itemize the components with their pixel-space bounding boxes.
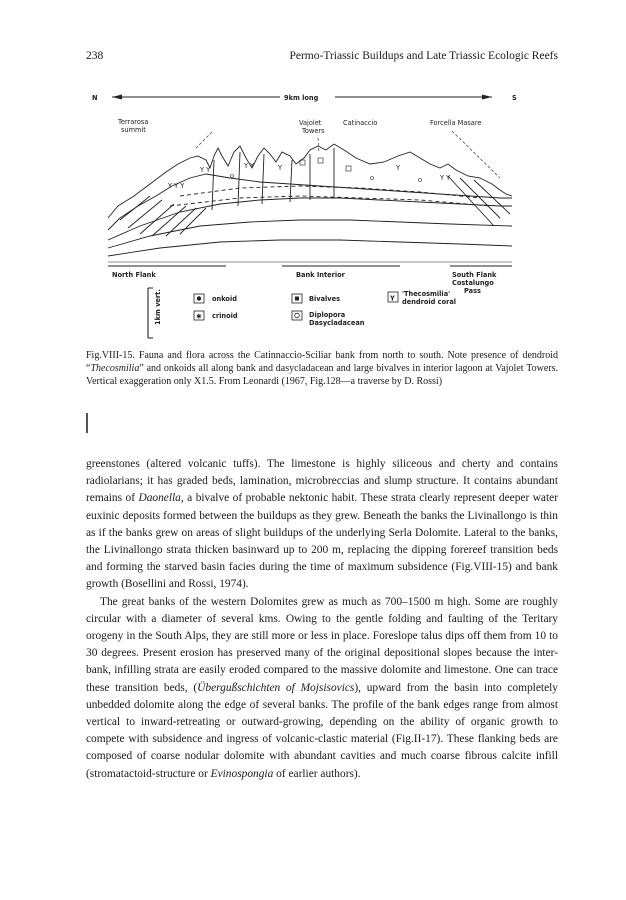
page-number: 238	[86, 50, 104, 62]
svg-text:Y Y: Y Y	[244, 162, 255, 170]
pass-label: Pass	[464, 287, 481, 295]
legend-bivalves: Bivalves	[309, 295, 340, 303]
daonella-term: Daonella	[138, 492, 181, 505]
vajolet-towers-label: Towers	[302, 127, 325, 135]
vertical-scale-label: 1km vert.	[154, 289, 162, 325]
north-label: N	[92, 94, 98, 102]
svg-text:✱: ✱	[196, 312, 202, 321]
legend-diplopora: Diplopora	[309, 311, 346, 319]
caption-italic-thecosmilia: Thecosmilia	[90, 363, 140, 375]
south-flank-label: South Flank	[452, 271, 497, 279]
legend-onkoid: onkoid	[212, 295, 237, 303]
svg-text:Y Y: Y Y	[200, 166, 211, 174]
svg-text:Y: Y	[278, 164, 283, 172]
cross-section-drawing	[108, 144, 512, 262]
legend	[194, 290, 456, 327]
bank-interior-label: Bank Interior	[296, 271, 345, 279]
margin-rule	[86, 413, 88, 433]
legend-dendroid-coral: dendroid coral	[402, 298, 457, 306]
svg-text:Y Y Y: Y Y Y	[168, 182, 185, 190]
svg-text:Y: Y	[396, 164, 401, 172]
body-text	[86, 456, 558, 783]
svg-text:Y: Y	[390, 294, 395, 303]
svg-text:Y Y: Y Y	[440, 174, 451, 182]
running-title: Permo-Triassic Buildups and Late Triassic Ecologic Reefs	[289, 50, 558, 62]
north-flank-label: North Flank	[112, 271, 156, 279]
figure-caption	[86, 349, 558, 388]
legend-dasycladacean: Dasycladacean	[309, 319, 365, 327]
forcella-masare-label: Forcella Masare	[430, 119, 482, 127]
south-label: S	[512, 94, 517, 102]
terrarosa-summit-label: summit	[121, 126, 146, 134]
catinaccio-label: Catinaccio	[343, 119, 378, 127]
ubergussschichten-term: Übergußschichten of Mojsisovics	[197, 681, 355, 694]
legend-crinoid: crinoid	[212, 312, 238, 320]
terrarosa-label: Terrarosa	[118, 118, 149, 126]
costalungo-label: Costalungo	[452, 279, 494, 287]
caption-part2: ” and onkoids all along bank and dasycladacean and large bivalves in interior lagoon at Vajolet Towers. Vertical exaggeration only X1.5. From Leonardi (1967, Fig.128—a traverse by D. Rossi)	[86, 363, 558, 388]
paragraph-2: The great banks of the western Dolomites grew as much as 700–1500 m high. Some are roughly circular with a diameter of several kms. Owing to the gentle folding and faulting of the Teritary orogeny in the South Alps, they are still more or less in place. Foreslope talus dips off them from 10 to 30 degrees. Present erosion has preserved many of the original depositional slopes because the inter-bank, infilling strata are easily eroded compared to the massive dolomite and limestone. One can trace these transition beds, (Übergußschichten of Mojsisovics), upward from the basin into completely unbedded dolomite along the edge of several banks. The profile of the bank edges range from almost vertical to inward-retreating or outward-growing, depending on the ability of organic growth to compete with subsidence and ingress of volcanic-clastic material (Fig.II-17). These flanking beds are composed of coarse nodular dolomite with abundant cavities and much coarse fibrous calcite infill (stromatactoid-structure or Evinospongia of earlier authors).	[86, 595, 558, 780]
vajolet-label: Vajolet	[299, 119, 322, 127]
scale-length-label: 9km long	[284, 94, 319, 102]
diplopora-icon	[292, 311, 302, 320]
caption-part1: Fig.VIII-15. Fauna and flora across the Catinnaccio-Sciliar bank from north to south. Note presence of dendroid “	[86, 350, 558, 375]
evinospongia-term: Evinospongia	[210, 767, 274, 780]
paragraph-1: greenstones (altered volcanic tuffs). The limestone is highly siliceous and cherty and contains radiolarians; it has graded beds, lamination, microbreccias and slump structure. It contains abundant remains of Daonella, a bivalve of probable nektonic habit. These strata clearly represent deeper water euxinic deposits formed between the buildups as they grew. Beneath the banks the Livinallongo is thin as if the banks grew on areas of slight buildups of the underlying Serla Dolomite. Lateral to the banks, the Livinallongo strata thicken basinward up to 200 m, replacing the dipping forereef transition beds and forming the starved basin facies during the time of maximum subsidence (Fig.VIII-15) and bank growth (Bosellini and Rossi, 1974).	[86, 458, 558, 591]
legend-thecosmilia: 'Thecosmilia'	[402, 290, 451, 298]
